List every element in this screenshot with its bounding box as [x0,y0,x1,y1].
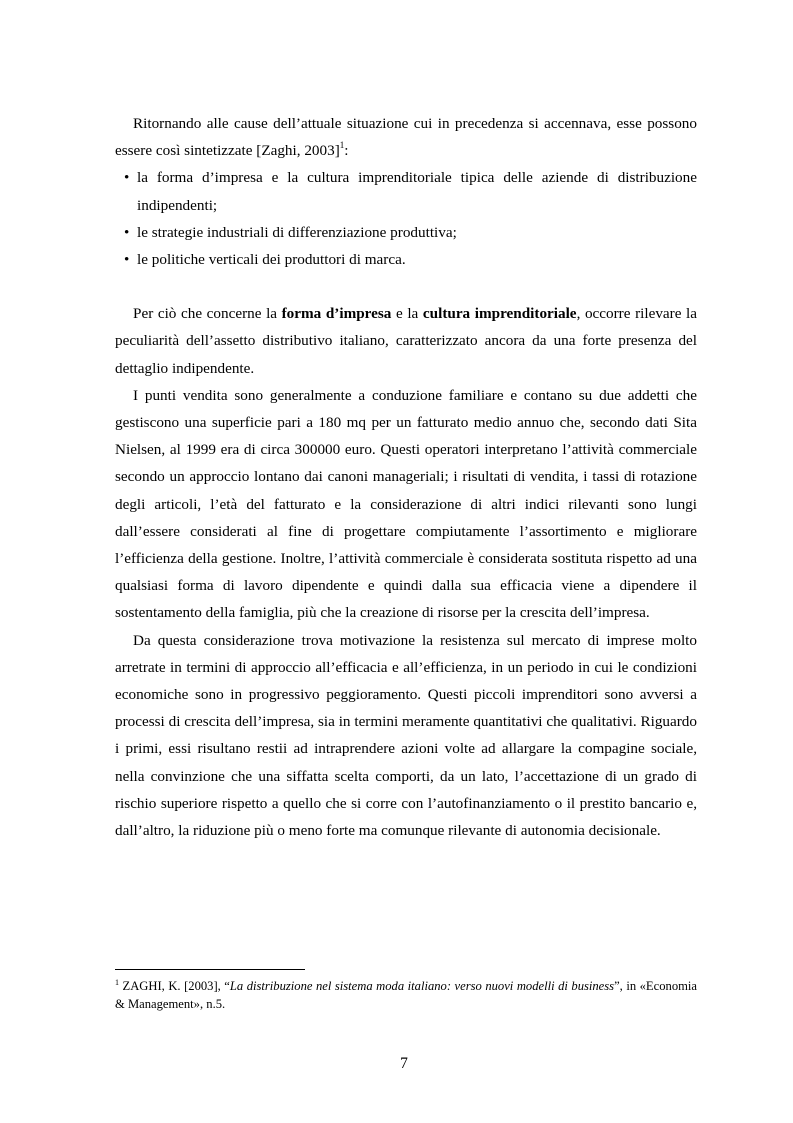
bullet-icon: • [124,251,130,269]
footnote-author: ZAGHI, K. [2003], “ [119,979,230,993]
list-item [115,219,697,246]
footnote-source: ”, in «Economia & Management», n.5. [115,979,697,1011]
list-item [115,164,697,218]
bullet-icon: • [124,223,130,241]
causes-list [115,164,697,273]
paragraph-spacer [115,273,697,300]
list-item-text: la forma d’impresa e la cultura imprenditoriale tipica delle aziende di distribuzione indipendenti; [137,169,697,214]
paragraph-punti-vendita: I punti vendita sono generalmente a conduzione familiare e contano su due addetti che gestiscono una superficie pari a 180 mq per un fatturato medio annuo che, secondo dati Sita Nielsen, al 1999 era di circa 300000 euro. Questi operatori interpretano l’attività commerciale secondo un approccio lontano dai canoni manageriali; i risultati di vendita, i tassi di rotazione degli articoli, l’età del fatturato e la considerazione di altri indici rilevanti sono lungi dall’essere considerati al fine di progettare compiutamente l’assortimento e migliorare l’efficienza della gestione. Inoltre, l’attività commerciale è considerata sostituta rispetto ad una qualsiasi forma di lavoro dipendente e quindi dalla sua efficacia viene a dipendere il sostentamento della famiglia, più che la creazione di risorse per la crescita dell’impresa. [115,386,697,622]
para1-text: , occorre rilevare la peculiarità dell’assetto distributivo italiano, caratterizzato ancora da una forte presenza del dettaglio indipendente. [115,305,698,377]
paragraph-considerazione: Da questa considerazione trova motivazione la resistenza sul mercato di imprese molto arretrate in termini di approccio all’efficacia e all’efficienza, in un periodo in cui le condizioni economiche sono in progressivo peggioramento. Questi piccoli imprenditori sono avversi a processi di crescita dell’impresa, sia in termini meramente quantitativi che qualitativi. Riguardo i primi, essi risultano restii ad intraprendere azioni volte ad allargare la compagine sociale, nella convinzione che una siffatta scelta comporti, da un lato, l’accettazione di un grado di rischio superiore rispetto a quello che si corre con l’autofinanziamento o il prestito bancario e, dall’altro, la riduzione più o meno forte ma comunque rilevante di autonomia decisionale. [115,631,697,840]
para1-text: Per ciò che concerne la [133,305,282,323]
page-body [115,110,697,844]
list-item-text: le politiche verticali dei produttori di marca. [137,251,406,269]
list-item-text: le strategie industriali di differenziazione produttiva; [137,223,457,241]
intro-text: Ritornando alle cause dell’attuale situazione cui in precedenza si accennava, esse possono essere così sintetizzate [Zaghi, 2003] [115,115,697,160]
footnote-ref[interactable]: 1 [339,140,345,151]
page-number: 7 [400,1055,408,1072]
term-forma-impresa: forma d’impresa [281,305,392,323]
footnote-title: La distribuzione nel sistema moda italiano: verso nuovi modelli di business [229,979,615,993]
term-cultura-imprenditoriale: cultura imprenditoriale [422,305,577,323]
footnote-number: 1 [115,978,119,987]
footnote [115,977,697,1013]
list-item [115,246,697,273]
intro-paragraph [115,110,697,164]
intro-tail: : [344,142,349,160]
paragraph-forma-impresa [115,300,697,382]
footnote-divider [115,969,305,970]
bullet-icon: • [124,169,130,187]
para1-text: e la [391,305,423,323]
